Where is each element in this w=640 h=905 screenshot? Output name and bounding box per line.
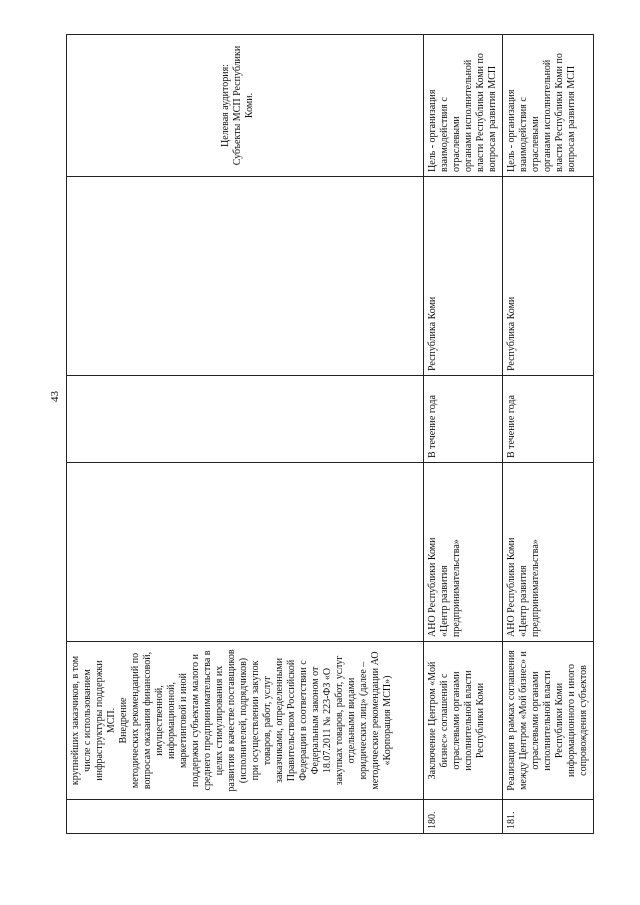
executor-cell bbox=[67, 463, 424, 642]
executor-cell: АНО Республики Коми «Центр развития предпринимательства» bbox=[424, 463, 503, 642]
table-row bbox=[503, 35, 594, 834]
page-number: 43 bbox=[49, 391, 61, 402]
rotated-table-container bbox=[66, 34, 589, 834]
term-cell: В течение года bbox=[503, 376, 594, 463]
table-row bbox=[67, 35, 424, 834]
executor-cell: АНО Республики Коми «Центр развития предпринимательства» bbox=[503, 463, 594, 642]
goal-text: Целевая аудитория: Субъекты МСП Республики Коми. bbox=[220, 45, 255, 166]
table-row bbox=[424, 35, 503, 834]
event-cell: Заключение Центром «Мой бизнес» соглашений с отраслевыми органами исполнительной власти Республики Коми bbox=[424, 642, 503, 800]
term-cell: В течение года bbox=[424, 376, 503, 463]
row-number-cell: 180. bbox=[424, 800, 503, 834]
row-number-cell: 181. bbox=[503, 800, 594, 834]
territory-cell bbox=[67, 177, 424, 376]
goal-cell: Цель - организация взаимодействия с отраслевыми органами исполнительной власти Республики Коми по вопросам развития МСП bbox=[503, 35, 594, 177]
term-cell bbox=[67, 376, 424, 463]
measures-table bbox=[66, 34, 594, 834]
row-number-cell bbox=[67, 800, 424, 834]
event-cell: Реализация в рамках соглашения между Центром «Мой бизнес» и отраслевыми органами исполнительной власти Республики Коми информационного и иного сопровождения субъектов bbox=[503, 642, 594, 800]
territory-cell: Республика Коми bbox=[503, 177, 594, 376]
goal-cell: Цель - организация взаимодействия с отраслевыми органами исполнительной власти Республики Коми по вопросам развития МСП bbox=[424, 35, 503, 177]
territory-cell: Республика Коми bbox=[424, 177, 503, 376]
event-cell: крупнейших заказчиков, в том числе с использованием инфраструктуры поддержки МСП. Внедрение методических рекомендаций по вопросам оказания финансовой, имущественной, информационной, маркетинговой и иной поддержки субъектам малого и среднего предпринимательства в целях стимулирования их развития в качестве поставщиков (исполнителей, подрядчиков) при осуществлении закупок товаров, работ, услуг заказчиками, определенными Правительством Российской Федерации в соответствии с Федеральным законом от 18.07.2011 № 223-ФЗ «О закупках товаров, работ, услуг отдельными видами юридических лиц» (далее – методические рекомендации АО «Корпорация МСП») bbox=[67, 642, 424, 800]
goal-cell bbox=[67, 35, 424, 177]
